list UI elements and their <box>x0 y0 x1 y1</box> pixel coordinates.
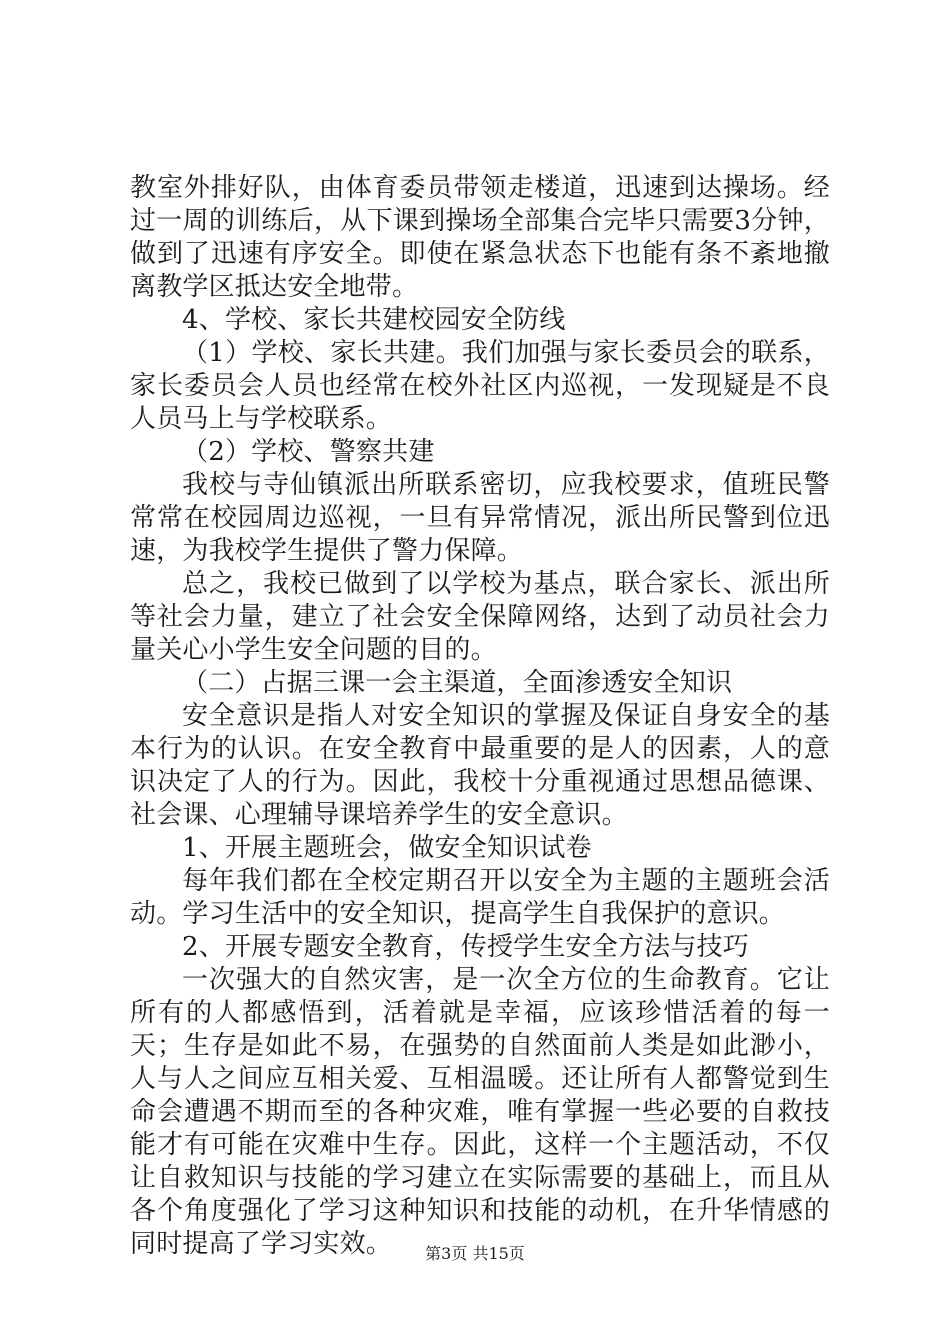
page-number-footer: 第3页 共15页 <box>425 1244 525 1263</box>
paragraph: 每年我们都在全校定期召开以安全为主题的主题班会活动。学习生活中的安全知识，提高学生自我保护的意识。 <box>130 866 830 929</box>
section-heading: 4、学校、家长共建校园安全防线 <box>182 305 566 335</box>
paragraph: 教室外排好队，由体育委员带领走楼道，迅速到达操场。经过一周的训练后，从下课到操场全部集合完毕只需要3分钟，做到了迅速有序安全。即使在紧急状态下也能有条不紊地撤离教学区抵达安全地带。 <box>130 173 830 302</box>
paragraph: 安全意识是指人对安全知识的掌握及保证自身安全的基本行为的认识。在安全教育中最重要的是人的因素，人的意识决定了人的行为。因此，我校十分重视通过思想品德课、社会课、心理辅导课培养学生的安全意识。 <box>130 701 830 830</box>
paragraph: 我校与寺仙镇派出所联系密切，应我校要求，值班民警常常在校园周边巡视，一旦有异常情况，派出所民警到位迅速，为我校学生提供了警力保障。 <box>130 470 830 566</box>
section-heading: （二）占据三课一会主渠道，全面渗透安全知识 <box>182 668 733 698</box>
paragraph: （1）学校、家长共建。我们加强与家长委员会的联系，家长委员会人员也经常在校外社区内巡视，一发现疑是不良人员马上与学校联系。 <box>130 338 830 434</box>
paragraph: 一次强大的自然灾害，是一次全方位的生命教育。它让所有的人都感悟到，活着就是幸福，应该珍惜活着的每一天；生存是如此不易，在强势的自然面前人类是如此渺小，人与人之间应互相关爱、互相温暖。还让所有人都警觉到生命会遭遇不期而至的各种灾难，唯有掌握一些必要的自救技能才有可能在灾难中生存。因此，这样一个主题活动，不仅让自救知识与技能的学习建立在实际需要的基础上，而且从各个角度强化了学习这种知识和技能的动机，在升华情感的同时提高了学习实效。 <box>130 965 830 1259</box>
document-body <box>130 172 830 1261</box>
section-heading: 1、开展主题班会，做安全知识试卷 <box>182 833 592 863</box>
subsection-heading: （2）学校、警察共建 <box>182 437 435 467</box>
section-heading: 2、开展专题安全教育，传授学生安全方法与技巧 <box>182 932 749 962</box>
paragraph: 总之，我校已做到了以学校为基点，联合家长、派出所等社会力量，建立了社会安全保障网络，达到了动员社会力量关心小学生安全问题的目的。 <box>130 569 830 665</box>
